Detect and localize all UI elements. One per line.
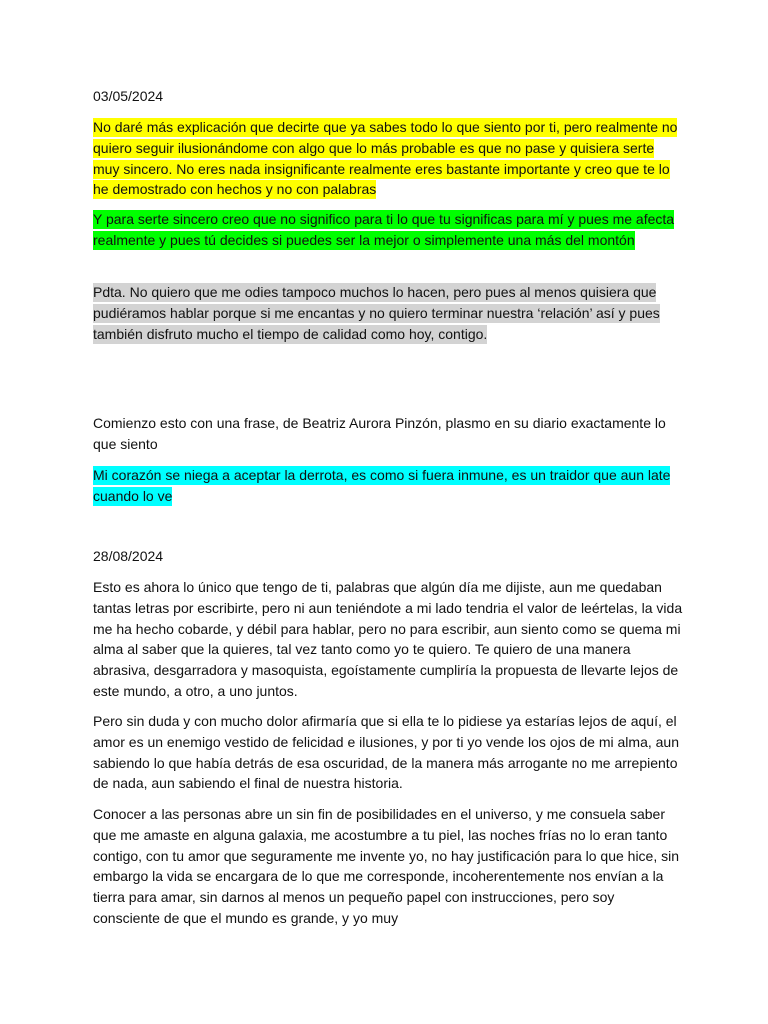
highlighted-text: Mi corazón se niega a aceptar la derrota, es como si fuera inmune, es un traidor que aun late cuando lo ve: [93, 467, 671, 504]
body-text: Pero sin duda y con mucho dolor afirmaría que si ella te lo pidiese ya estarías lejos de aquí, el amor es un enemigo vestido de felicidad e ilusiones, y por ti yo vende los ojos de mi alma, aun sabiendo lo que había detrás de esa oscuridad, de la manera más arrogante no me arrepiento de nada, aun sabiendo el final de nuestra historia.: [93, 713, 679, 792]
paragraph-gray-highlight: [93, 282, 683, 344]
paragraph-body-3: [93, 804, 683, 929]
highlighted-text: No daré más explicación que decirte que ya sabes todo lo que siento por ti, pero realmente no quiero seguir ilusionándome con algo que lo más probable es que no pase y quisiera serte muy sincero. No eres nada insignificante realmente eres bastante importante y creo que te lo he demostrado con hechos y no con palabras: [93, 119, 678, 198]
date-heading-1: [93, 86, 683, 107]
date-text: 03/05/2024: [93, 88, 164, 104]
highlighted-text: Y para serte sincero creo que no significo para ti lo que tu significas para mí y pues me afecta realmente y pues tú decides si puedes ser la mejor o simplemente una más del montón: [93, 211, 675, 248]
paragraph-quote-intro: [93, 413, 683, 455]
paragraph-yellow-highlight: [93, 117, 683, 200]
highlighted-text: Pdta. No quiero que me odies tampoco muchos lo hacen, pero pues al menos quisiera que pudiéramos hablar porque si me encantas y no quiero terminar nuestra ‘relación’ así y pues también disfruto mucho el tiempo de calidad como hoy, contigo.: [93, 284, 660, 342]
paragraph-cyan-highlight: [93, 465, 683, 507]
body-text: Conocer a las personas abre un sin fin de posibilidades en el universo, y me consuela saber que me amaste en alguna galaxia, me acostumbre a tu piel, las noches frías no lo eran tanto contigo, con tu amor que seguramente me invente yo, no hay justificación para lo que hice, sin embargo la vida se encargara de lo que me corresponde, incoherentemente nos envían a la tierra para amar, sin darnos al menos un pequeño papel con instrucciones, pero soy consciente de que el mundo es grande, y yo muy: [93, 806, 680, 926]
body-text: Comienzo esto con una frase, de Beatriz Aurora Pinzón, plasmo en su diario exactamente lo que siento: [93, 415, 666, 452]
paragraph-body-2: [93, 711, 683, 794]
body-text: Esto es ahora lo único que tengo de ti, palabras que algún día me dijiste, aun me quedaban tantas letras por escribirte, pero ni aun teniéndote a mi lado tendria el valor de leértelas, la vida me ha hecho cobarde, y débil para hablar, pero no para escribir, aun siento como se quema mi alma al saber que la quieres, tal vez tanto como yo te quiero. Te quiero de una manera abrasiva, desgarradora y masoquista, egoístamente cumpliría la propuesta de llevarte lejos de este mundo, a otro, a uno juntos.: [93, 579, 683, 699]
paragraph-green-highlight: [93, 209, 683, 251]
paragraph-body-1: [93, 577, 683, 702]
date-heading-2: [93, 546, 683, 567]
date-text: 28/08/2024: [93, 548, 164, 564]
